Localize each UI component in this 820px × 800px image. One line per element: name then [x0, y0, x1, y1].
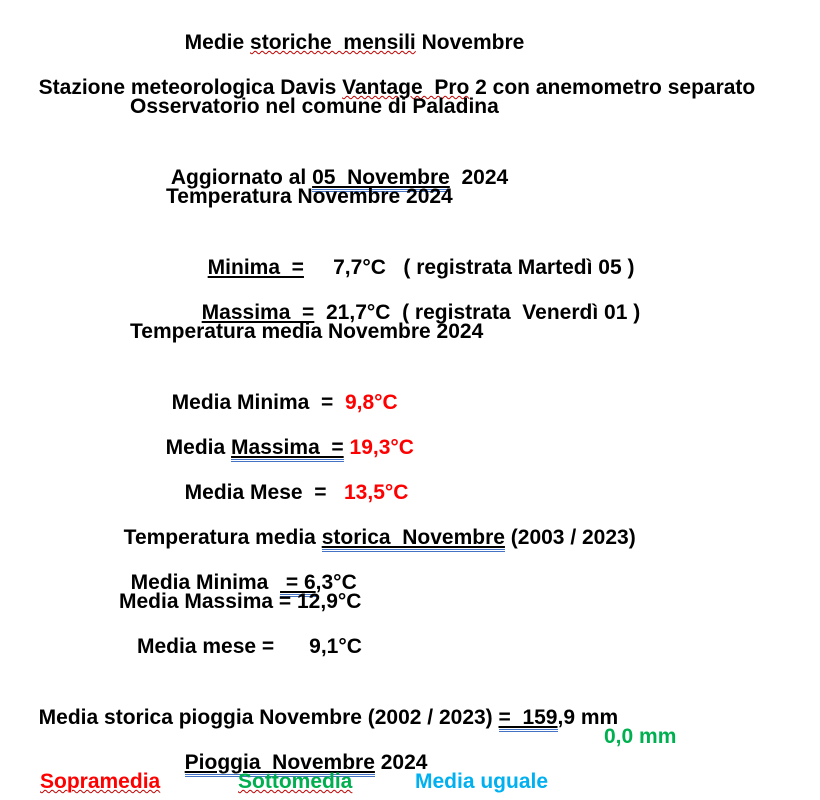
historic-min-eq: = 6 [280, 571, 316, 597]
historic-max-line: Media Massima = 12,9°C [119, 590, 362, 613]
current-min-value: 7,7°C ( registrata Martedì 05 ) [303, 256, 635, 279]
monthly-min-value: 9,8°C [344, 391, 398, 414]
monthly-min-label: Media Minima = [171, 391, 345, 414]
updated-date: 05 Novembre [312, 166, 450, 192]
monthly-max-label: Massima = [231, 436, 344, 462]
current-max-value: 21,7°C ( registrata Venerdì 01 ) [314, 301, 641, 324]
current-temp-heading: Temperatura Novembre 2024 [166, 185, 453, 208]
updated-line: Aggiornato al 05 Novembre 2024 [160, 139, 508, 191]
historic-heading-underlined: storica Novembre [322, 526, 505, 552]
monthly-month-value: 13,5°C [344, 481, 409, 504]
monthly-max-line: Media Massima = 19,3°C [154, 409, 414, 461]
current-min-label: Minima = [207, 256, 304, 279]
page-title: Medie storiche mensili Novembre [184, 31, 525, 54]
rain-current-value: 0,0 mm [604, 725, 677, 748]
monthly-max-value: 19,3°C [343, 436, 414, 459]
station-vantage-pro: Vantage Pro [342, 76, 470, 99]
rain-historic-underlined: = 159 [499, 706, 558, 732]
legend-equal: Media uguale [415, 770, 549, 793]
historic-heading: Temperatura media storica Novembre (2003 / 2023) [112, 499, 636, 551]
historic-month-line: Media mese = 9,1°C [137, 635, 362, 658]
rain-current-label: Pioggia Novembre [185, 751, 375, 777]
station-line: Stazione meteorologica Davis Vantage Pro 2 con anemometro separato [38, 76, 756, 99]
title-storiche-mensili: storiche mensili [250, 31, 416, 54]
legend-below: Sottomedia [238, 770, 353, 793]
rain-current-line: Pioggia Novembre 2024 [173, 724, 427, 776]
current-max-label: Massima = [201, 301, 315, 324]
legend-above: Sopramedia [40, 770, 161, 793]
monthly-avg-heading: Temperatura media Novembre 2024 [130, 320, 484, 343]
historic-min-line: Media Minima = 6,3°C [119, 544, 357, 596]
monthly-month-label: Media Mese = [184, 481, 344, 504]
rain-historic-line: Media storica pioggia Novembre (2002 / 2023) = 159,9 mm [27, 679, 618, 731]
observatory-line: Osservatorio nel comune di Paladina [130, 95, 499, 118]
